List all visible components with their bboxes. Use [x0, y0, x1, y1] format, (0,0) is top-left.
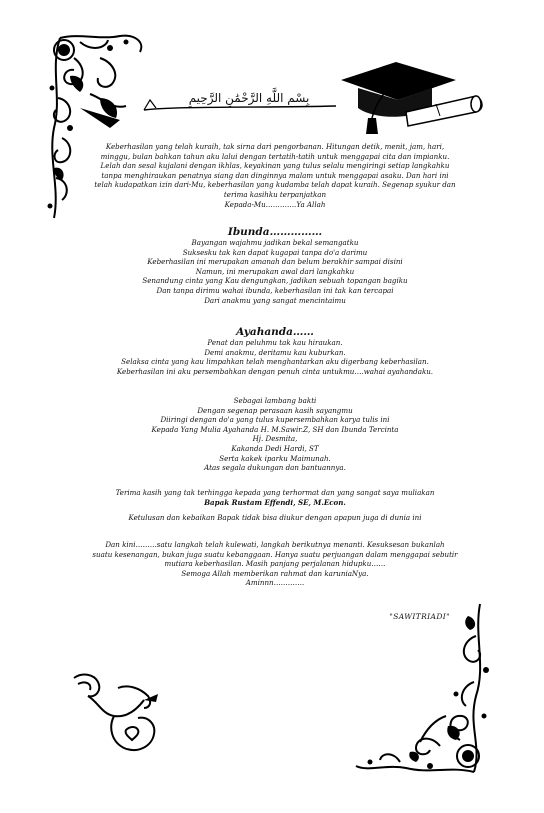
ayahanda-section — [92, 326, 458, 376]
dedication-line: Diiringi dengan do'a yang tulus kupersembahkan karya tulis ini — [160, 415, 390, 425]
intro-line: Keberhasilan yang telah kuraih, tak sirna dari pengorbanan. Hitungan detik, menit, jam, hari, — [105, 142, 445, 151]
closing-line: suatu kesenangan, bukan juga suatu kebanggaan. Hanya suatu perjuangan dalam menggapai sebutir — [92, 549, 458, 559]
intro-line: tanpa menghiraukan penatnya siang dan dinginnya malam untuk menggapai asaku. Dan hari ini — [101, 170, 449, 180]
ayahanda-line: Keberhasilan ini aku persembahkan dengan penuh cinta untukmu….wahai ayahandaku. — [116, 366, 434, 376]
arabic-text: بِسْمِ اللَّهِ الرَّحْمَٰنِ الرَّحِيمِ — [188, 91, 310, 105]
graduation-cap-scroll-icon — [336, 60, 486, 140]
thanks-name: Bapak Rustam Effendi, SE, M.Econ. — [204, 497, 346, 507]
closing-section — [92, 540, 458, 588]
ibunda-section — [92, 226, 458, 305]
dedication-line: Sebagai lambang bakti — [233, 396, 317, 405]
ibunda-heading: Ibunda…………… — [227, 226, 323, 238]
intro-line: telah kudapatkan izin dari-Mu, keberhasilan yang kudamba telah dapat kuraih. Segenap syukur dan — [94, 180, 456, 190]
dedication-line: Hj. Desmita, — [252, 434, 298, 444]
closing-line: Semoga Allah memberikan rahmat dan karuniaNya. — [181, 568, 369, 578]
dedication-line: Dengan segenap perasaan kasih sayangmu — [197, 405, 353, 415]
intro-line: terima kasihku terpanjatkan — [223, 189, 327, 199]
ibunda-line: Suksesku tak kan dapat kugapai tanpa do'a darimu — [182, 247, 368, 257]
arabic-calligraphy — [140, 88, 340, 114]
dedication-line: Kepada Yang Mulia Ayahanda H. M.Sawir.Z, SH dan Ibunda Tercinta — [151, 424, 399, 434]
ayahanda-line: Demi anakmu, deritamu kau kuburkan. — [204, 347, 346, 357]
dedication-line: Serta kakek iparku Maimunah. — [219, 453, 331, 463]
closing-line: Dan kini………satu langkah telah kulewati, langkah berikutnya menanti. Kesuksesan bukanlah — [105, 540, 445, 549]
ibunda-line: Dan tanpa dirimu wahai ibunda, keberhasilan ini tak kan tercapai — [156, 285, 394, 295]
ibunda-line: Senandung cinta yang Kau dengungkan, jadikan sebuah topangan bagiku — [142, 276, 408, 286]
intro-paragraph — [92, 142, 458, 209]
thanks-line: Terima kasih yang tak terhingga kepada yang terhormat dan yang sangat saya muliakan — [115, 488, 435, 497]
floral-corner-bottom-right-icon — [350, 596, 500, 780]
dedication-section — [92, 396, 458, 473]
ibunda-line: Namun, ini merupakan awal dari langkahku — [195, 266, 355, 276]
ibunda-line: Keberhasilan ini merupakan amanah dan belum berakhir sampai disini — [147, 257, 403, 267]
intro-line: Kepada-Mu………….Ya Allah — [224, 199, 326, 209]
stork-baby-icon — [68, 668, 164, 758]
ayahanda-heading: Ayahanda…… — [236, 326, 314, 338]
ayahanda-line: Penat dan peluhmu tak kau hiraukan. — [207, 338, 343, 347]
ibunda-line: Bayangan wajahmu jadikan bekal semangatku — [191, 238, 359, 247]
ibunda-line: Dari anakmu yang sangat mencintaimu — [204, 295, 346, 305]
dedication-line: Atas segala dukungan dan bantuannya. — [204, 463, 346, 473]
dedication-line: Kakanda Dedi Hardi, ST — [231, 443, 319, 453]
signature: "SAWITRIADI" — [389, 612, 450, 621]
closing-line: mutiara keberhasilan. Masih panjang perjalanan hidupku…… — [164, 559, 386, 569]
thanks-line: Ketulusan dan kebaikan Bapak tidak bisa diukur dengan apapun juga di dunia ini — [128, 513, 422, 523]
closing-line: Aminnn…………. — [245, 578, 305, 588]
intro-line: Lelah dan sesal kujalani dengan ikhlas, keyakinan yang tulus selalu mengiringi setiap langkahku — [100, 161, 450, 171]
thanks-section — [92, 488, 458, 523]
ayahanda-line: Selaksa cinta yang kau limpahkan telah menghantarkan aku digerbang keberhasilan. — [121, 357, 429, 367]
intro-line: minggu, bulan bahkan tahun aku lalui dengan tertatih-tatih untuk menggapai cita dan impianku. — [100, 151, 450, 161]
